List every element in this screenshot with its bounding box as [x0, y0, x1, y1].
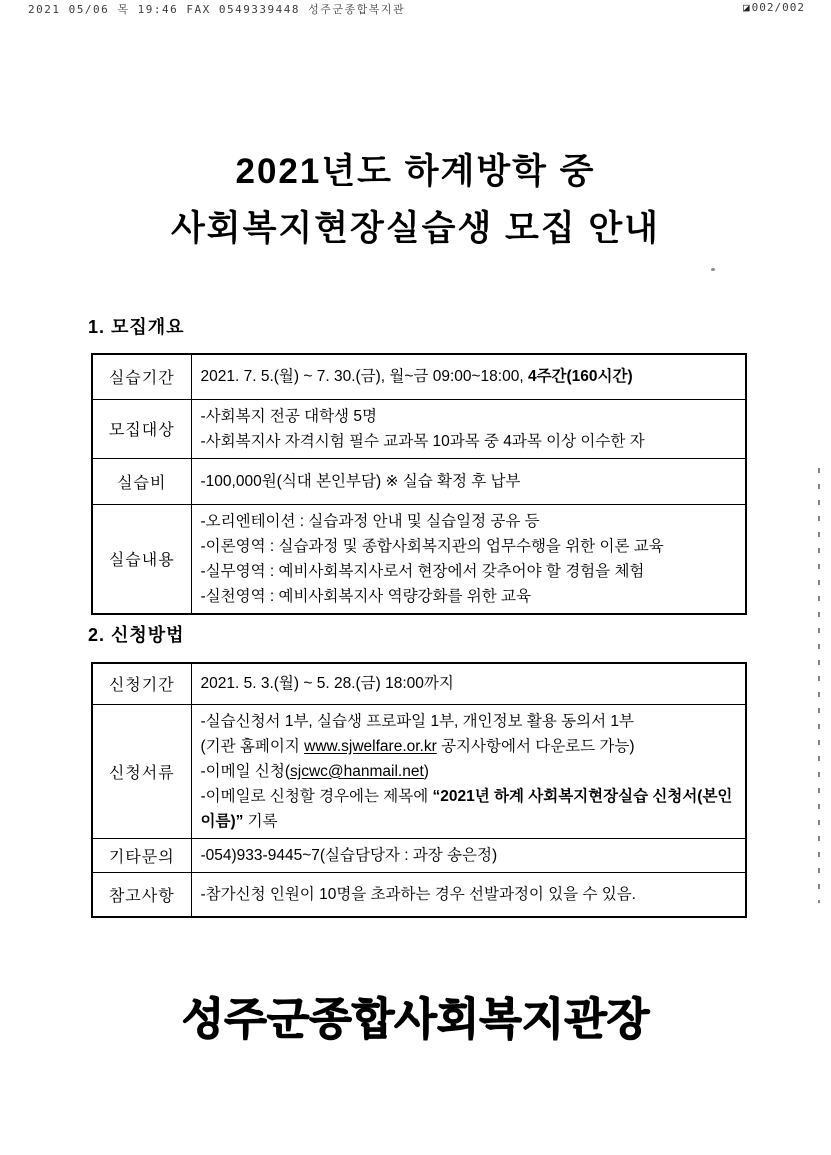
row-value: [191, 399, 746, 458]
director-signature: 성주군종합사회복지관장: [181, 995, 650, 1044]
documents-line-2: [201, 734, 737, 759]
content-line-4: -실천영역 : 예비사회복지사 역량강화를 위한 교육: [200, 587, 531, 605]
fax-page-count: [743, 1, 805, 14]
documents-line-2-pre: (기관 홈페이지: [200, 737, 305, 755]
content-line-1: -오리엔테이션 : 실습과정 안내 및 실습일정 공유 등: [200, 512, 540, 530]
fax-transmission-info: 2021 05/06 목 19:46 FAX 0549339448 성주군종합복지관: [28, 3, 406, 16]
table-row: [92, 663, 746, 704]
row-value: -054)933-9445~7(실습담당자 : 과장 송은정): [191, 838, 746, 872]
row-label: 신청기간: [92, 663, 191, 704]
section-heading-recruitment-overview: 1. 모집개요: [88, 317, 185, 337]
page-count-text: 002/002: [751, 1, 805, 14]
table-row: [92, 354, 746, 399]
documents-line-3-post: ): [423, 762, 429, 780]
content-line-3: -실무영역 : 예비사회복지사로서 현장에서 갖추어야 할 경험을 체험: [200, 562, 645, 580]
target-line-1: -사회복지 전공 대학생 5명: [200, 407, 377, 425]
documents-line-4-post: 기록: [243, 812, 278, 830]
row-label: 참고사항: [92, 872, 191, 917]
section-heading-application-method: 2. 신청방법: [88, 625, 185, 645]
row-value: [191, 504, 746, 614]
documents-line-1: -실습신청서 1부, 실습생 프로파일 1부, 개인정보 활용 동의서 1부: [200, 712, 634, 730]
row-value: [191, 704, 746, 838]
document-title: [0, 143, 831, 257]
application-method-table: [91, 662, 747, 918]
email-address: sjcwc@hanmail.net: [290, 762, 424, 780]
documents-line-4: [201, 784, 737, 834]
practice-period-text: 2021. 7. 5.(월) ~ 7. 30.(금), 월~금 09:00~18:00,: [200, 368, 528, 386]
table-row: [92, 399, 746, 458]
documents-line-4-pre: -이메일로 신청할 경우에는 제목에: [200, 787, 433, 805]
target-line-2: -사회복지사 자격시험 필수 교과목 10과목 중 4과목 이상 이수한 자: [200, 432, 645, 450]
email-subject-format: “2021년 하계 사회복지현장실습 신청서(본인이름)”: [200, 787, 733, 830]
row-label: 실습내용: [92, 504, 191, 614]
recruitment-overview-table: [91, 353, 747, 615]
documents-line-3: [201, 759, 737, 784]
row-value: 2021. 5. 3.(월) ~ 5. 28.(금) 18:00까지: [191, 663, 746, 704]
row-label: 기타문의: [92, 838, 191, 872]
table-row: [92, 872, 746, 917]
fax-header: [28, 1, 805, 17]
documents-line-3-pre: -이메일 신청(: [200, 762, 290, 780]
row-label: 모집대상: [92, 399, 191, 458]
row-value: -참가신청 인원이 10명을 초과하는 경우 선발과정이 있을 수 있음.: [191, 872, 746, 917]
table-row: [92, 838, 746, 872]
content-line-2: -이론영역 : 실습과정 및 종합사회복지관의 업무수행을 위한 이론 교육: [200, 537, 664, 555]
title-line-1: 2021년도 하계방학 중: [235, 152, 596, 191]
table-row: [92, 704, 746, 838]
table-row: [92, 504, 746, 614]
practice-period-duration: 4주간(160시간): [527, 368, 633, 386]
fax-artifact-dot: [711, 268, 715, 271]
fax-artifact-line: [818, 468, 820, 903]
page-count-icon: ◪: [743, 1, 751, 14]
row-value: [191, 354, 746, 399]
documents-line-2-post: 공지사항에서 다운로드 가능): [436, 737, 635, 755]
row-label: 신청서류: [92, 704, 191, 838]
website-link: www.sjwelfare.or.kr: [304, 737, 437, 755]
title-line-2: 사회복지현장실습생 모집 안내: [171, 209, 660, 248]
row-value: -100,000원(식대 본인부담) ※ 실습 확정 후 납부: [191, 458, 746, 504]
table-row: [92, 458, 746, 504]
row-label: 실습기간: [92, 354, 191, 399]
row-label: 실습비: [92, 458, 191, 504]
